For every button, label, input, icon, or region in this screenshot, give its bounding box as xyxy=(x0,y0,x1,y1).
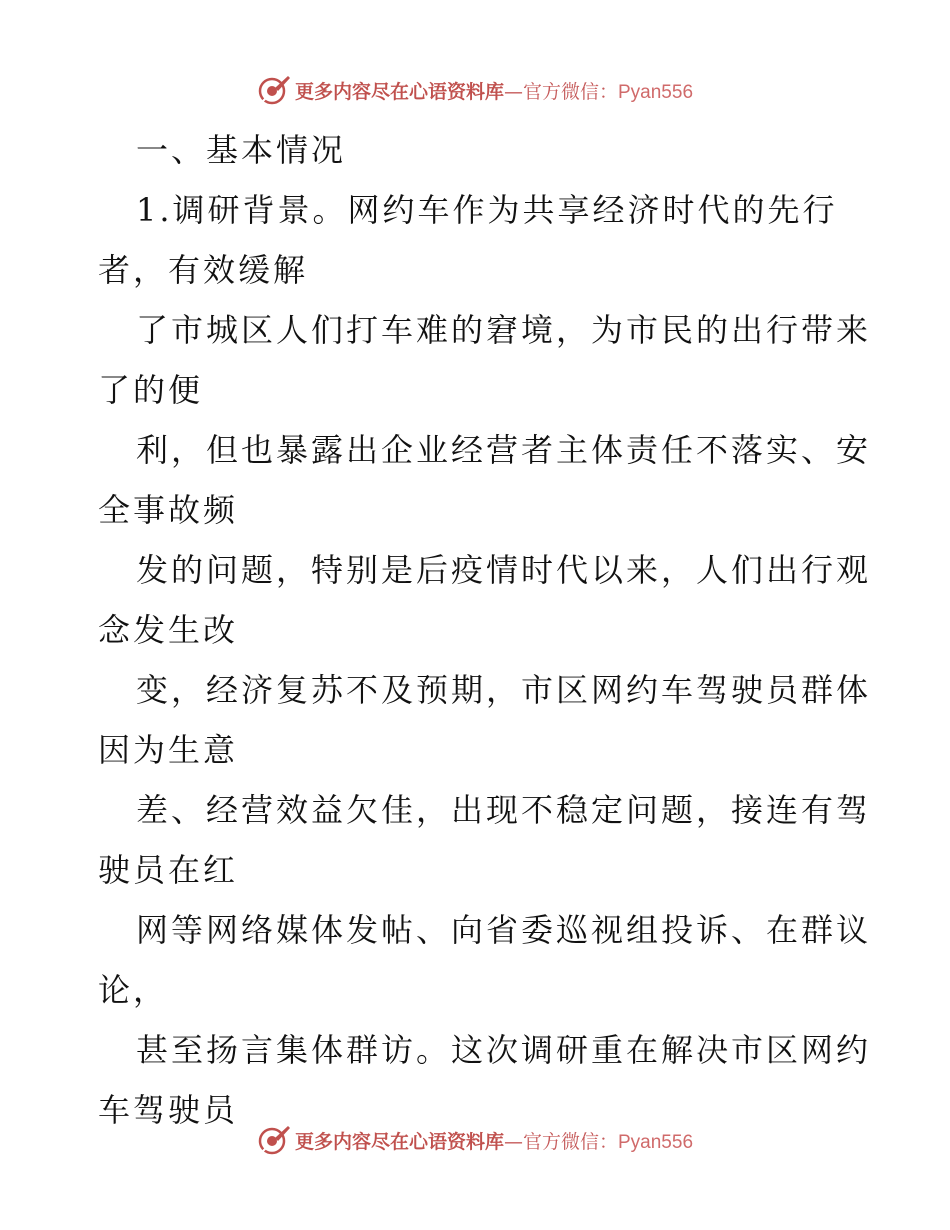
section-heading: 一、基本情况 xyxy=(136,131,347,169)
footer-watermark-banner xyxy=(0,1120,950,1160)
paragraph-line: 车驾驶员 xyxy=(98,1091,239,1129)
paragraph-line: 者，有效缓解 xyxy=(98,251,309,289)
paragraph-line: 驶员在红 xyxy=(98,851,239,889)
paragraph-line: 变，经济复苏不及预期，市区网约车驾驶员群体 xyxy=(136,671,872,709)
paragraph-line: 全事故频 xyxy=(98,491,239,529)
paragraph-line: 了市城区人们打车难的窘境，为市民的出行带来 xyxy=(136,311,872,349)
header-watermark-main: 更多内容尽在心语资料库 xyxy=(294,80,504,103)
footer-watermark-id: Pyan556 xyxy=(618,1131,694,1153)
paragraph-line: 发的问题，特别是后疫情时代以来，人们出行观 xyxy=(136,551,872,589)
header-watermark-id: Pyan556 xyxy=(618,81,694,103)
footer-watermark-sep: — xyxy=(503,1130,523,1153)
header-watermark-official: 官方微信： xyxy=(522,80,618,103)
footer-watermark-main: 更多内容尽在心语资料库 xyxy=(294,1130,504,1153)
header-watermark-sep: — xyxy=(503,80,523,103)
paragraph-line: 了的便 xyxy=(98,371,204,409)
header-watermark-banner xyxy=(0,70,950,110)
footer-watermark-text xyxy=(295,1127,693,1154)
paragraph-line: 念发生改 xyxy=(98,611,239,649)
pen-logo-icon xyxy=(257,73,291,107)
paragraph-line: 甚至扬言集体群访。这次调研重在解决市区网约 xyxy=(136,1031,872,1069)
paragraph-line: 因为生意 xyxy=(98,731,239,769)
paragraph-line: 网等网络媒体发帖、向省委巡视组投诉、在群议 xyxy=(136,911,872,949)
footer-watermark-official: 官方微信： xyxy=(522,1130,618,1153)
paragraph-line: 1.调研背景。网约车作为共享经济时代的先行 xyxy=(136,191,838,229)
paragraph-line: 利，但也暴露出企业经营者主体责任不落实、安 xyxy=(136,431,872,469)
paragraph-line: 差、经营效益欠佳，出现不稳定问题，接连有驾 xyxy=(136,791,872,829)
pen-logo-icon xyxy=(257,1123,291,1157)
header-watermark-text xyxy=(295,77,693,104)
paragraph-line: 论， xyxy=(98,971,169,1009)
document-body xyxy=(98,120,872,1140)
